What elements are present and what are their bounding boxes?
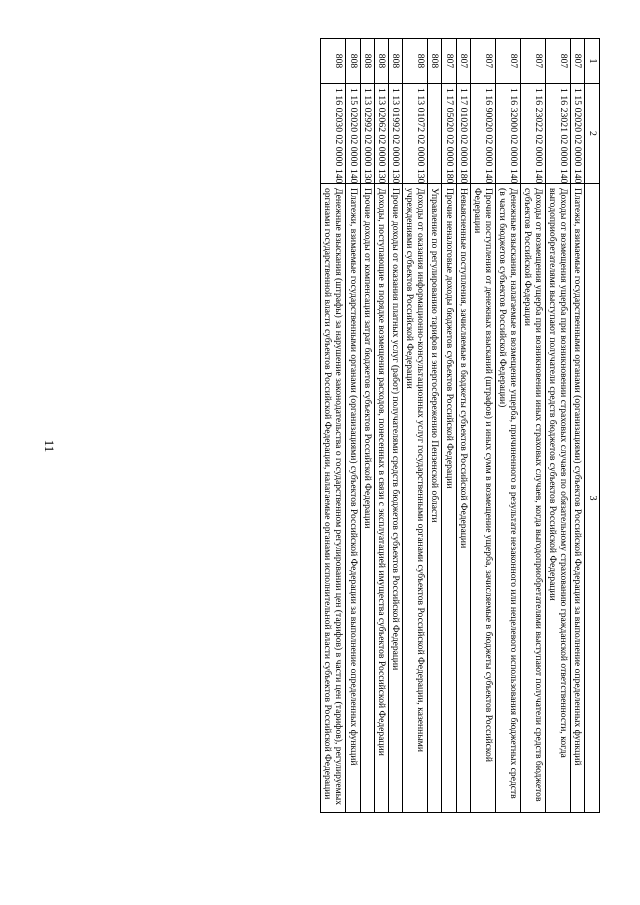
page-number: 11 — [42, 439, 57, 453]
table-row — [374, 39, 388, 813]
header-col-1: 1 — [585, 39, 600, 84]
landscape-sheet — [90, 38, 600, 813]
admin-code-cell: 808 — [403, 39, 428, 84]
description-cell: Доходы, поступающие в порядке возмещения расходов, понесенных в связи с эксплуатацией имущества субъектов Российской Федерации — [374, 184, 388, 813]
table-row — [546, 39, 571, 813]
header-col-3: 3 — [585, 184, 600, 813]
description-cell: Прочие доходы от компенсации затрат бюджетов субъектов Российской Федерации — [360, 184, 374, 813]
admin-code-cell: 808 — [428, 39, 442, 84]
revenue-code-cell: 1 16 02030 02 0000 140 — [321, 84, 346, 184]
description-cell: Денежные взыскания (штрафы) за нарушение законодательства о государственном регулировании цен (тарифов) в части цен (тарифов), регулируемых органами государственной власти субъектов Российской Федерации, налагаемые органами исполнительной власти субъектов Российской Федерации — [321, 184, 346, 813]
table-body — [321, 39, 585, 813]
revenue-code-cell: 1 16 23022 02 0000 140 — [521, 84, 546, 184]
revenue-codes-table — [320, 38, 600, 813]
revenue-code-cell: 1 17 05020 02 0000 180 — [442, 84, 456, 184]
table-row — [403, 39, 428, 813]
revenue-code-cell: 1 16 32000 02 0000 140 — [496, 84, 521, 184]
revenue-code-cell: 1 13 01072 02 0000 130 — [403, 84, 428, 184]
description-cell: Доходы от возмещения ущерба при возникновении страховых случаев по обязательному страхованию гражданской ответственности, когда выгодоприобретателями выступают получатели средств бюджетов субъектов Российской Федерации — [546, 184, 571, 813]
admin-code-cell: 807 — [546, 39, 571, 84]
table-row — [496, 39, 521, 813]
table-row — [521, 39, 546, 813]
table-row — [346, 39, 360, 813]
header-col-2: 2 — [585, 84, 600, 184]
admin-code-cell: 808 — [360, 39, 374, 84]
admin-code-cell: 807 — [470, 39, 495, 84]
admin-code-cell: 807 — [521, 39, 546, 84]
admin-code-cell: 807 — [496, 39, 521, 84]
description-cell: Прочие поступления от денежных взысканий (штрафов) и иных сумм в возмещение ущерба, зачисляемые в бюджеты субъектов Российской Федерации — [470, 184, 495, 813]
description-cell: Управление по регулированию тарифов и энергосбережению Пензенской области — [428, 184, 442, 813]
description-cell: Доходы от возмещения ущерба при возникновении иных страховых случаев, когда выгодоприобретателями выступают получатели средств бюджетов субъектов Российской Федерации — [521, 184, 546, 813]
table-row — [470, 39, 495, 813]
revenue-code-cell: 1 13 01992 02 0000 130 — [389, 84, 403, 184]
admin-code-cell: 808 — [389, 39, 403, 84]
table-row — [456, 39, 470, 813]
revenue-code-cell: 1 16 90020 02 0000 140 — [470, 84, 495, 184]
revenue-code-cell: 1 15 02020 02 0000 140 — [571, 84, 585, 184]
description-cell: Доходы от оказания информационно-консультационных услуг государственными органами субъектов Российской Федерации, казенными учреждениями субъектов Российской Федерации — [403, 184, 428, 813]
table-header-row — [585, 39, 600, 813]
description-cell: Платежи, взимаемые государственными органами (организациями) субъектов Российской Федерации за выполнение определенных функций — [346, 184, 360, 813]
description-cell: Денежные взыскания, налагаемые в возмещение ущерба, причиненного в результате незаконного или нецелевого использования бюджетных средств (в части бюджетов субъектов Российской Федерации) — [496, 184, 521, 813]
description-cell: Прочие неналоговые доходы бюджетов субъектов Российской Федерации — [442, 184, 456, 813]
admin-code-cell: 807 — [456, 39, 470, 84]
admin-code-cell: 808 — [374, 39, 388, 84]
revenue-code-cell: 1 16 23021 02 0000 140 — [546, 84, 571, 184]
table-row — [321, 39, 346, 813]
revenue-code-cell: 1 15 02020 02 0000 140 — [346, 84, 360, 184]
revenue-code-cell — [428, 84, 442, 184]
admin-code-cell: 808 — [346, 39, 360, 84]
table-row — [360, 39, 374, 813]
table-row — [442, 39, 456, 813]
admin-code-cell: 807 — [571, 39, 585, 84]
table-row — [571, 39, 585, 813]
description-cell: Прочие доходы от оказания платных услуг (работ) получателями средств бюджетов субъектов Российской Федерации — [389, 184, 403, 813]
revenue-code-cell: 1 17 01020 02 0000 180 — [456, 84, 470, 184]
revenue-code-cell: 1 13 02062 02 0000 130 — [374, 84, 388, 184]
description-cell: Невыясненные поступления, зачисляемые в бюджеты субъектов Российской Федерации — [456, 184, 470, 813]
admin-code-cell: 808 — [321, 39, 346, 84]
description-cell: Платежи, взимаемые государственными органами (организациями) субъектов Российской Федерации за выполнение определенных функций — [571, 184, 585, 813]
table-row — [428, 39, 442, 813]
table-row — [389, 39, 403, 813]
revenue-code-cell: 1 13 02992 02 0000 130 — [360, 84, 374, 184]
admin-code-cell: 807 — [442, 39, 456, 84]
